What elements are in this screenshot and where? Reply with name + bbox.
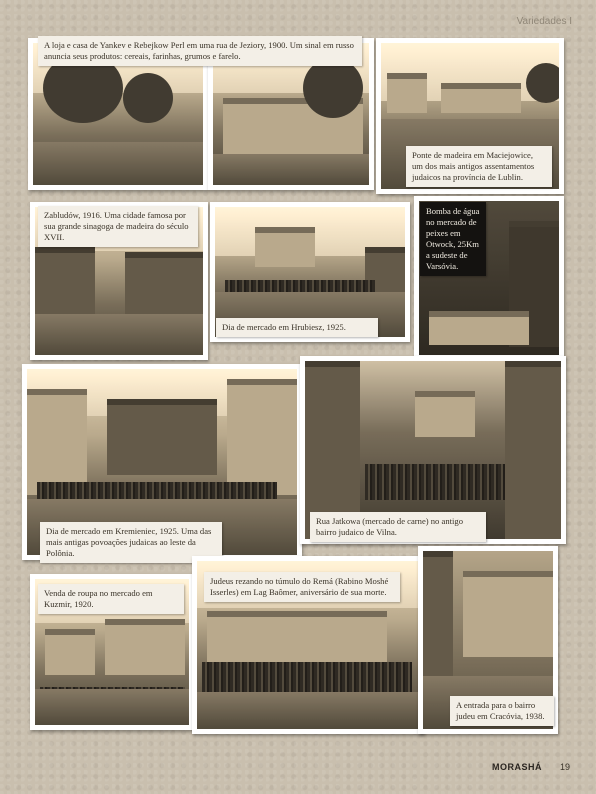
caption-kuzmir: Venda de roupa no mercado em Kuzmir, 1920. bbox=[38, 584, 184, 614]
caption-hrubiesz: Dia de mercado em Hrubiesz, 1925. bbox=[216, 318, 378, 337]
caption-ponte: Ponte de madeira em Maciejowice, um dos mais antigos assentamentos judaicos na província de Lublin. bbox=[406, 146, 552, 187]
caption-zabludow: Zabludów, 1916. Uma cidade famosa por sua grande sinagoga de madeira do século XVII. bbox=[38, 206, 198, 247]
magazine-logo: MORASHÁ bbox=[492, 762, 542, 772]
caption-rema: Judeus rezando no túmulo do Remá (Rabino Moshé Isserles) em Lag Baômer, aniversário de sua morte. bbox=[204, 572, 400, 602]
caption-kremieniec: Dia de mercado em Kremieniec, 1925. Uma das mais antigas povoações judaicas ao leste da Polônia. bbox=[40, 522, 222, 563]
caption-bomba: Bomba de água no mercado de peixes em Otwock, 25Km a sudeste de Varsóvia. bbox=[420, 202, 486, 276]
section-label: Variedades I bbox=[516, 16, 572, 27]
caption-yankev-perl: A loja e casa de Yankev e Rebejkow Perl em uma rua de Jeziory, 1900. Um sinal em russo anuncia seus produtos: cereais, farinhas, grumos e farelo. bbox=[38, 36, 362, 66]
caption-jatkowa: Rua Jatkowa (mercado de carne) no antigo bairro judaico de Vilna. bbox=[310, 512, 486, 542]
caption-cracovia: A entrada para o bairro judeu em Cracóvia, 1938. bbox=[450, 696, 554, 726]
page-number: 19 bbox=[559, 762, 570, 772]
